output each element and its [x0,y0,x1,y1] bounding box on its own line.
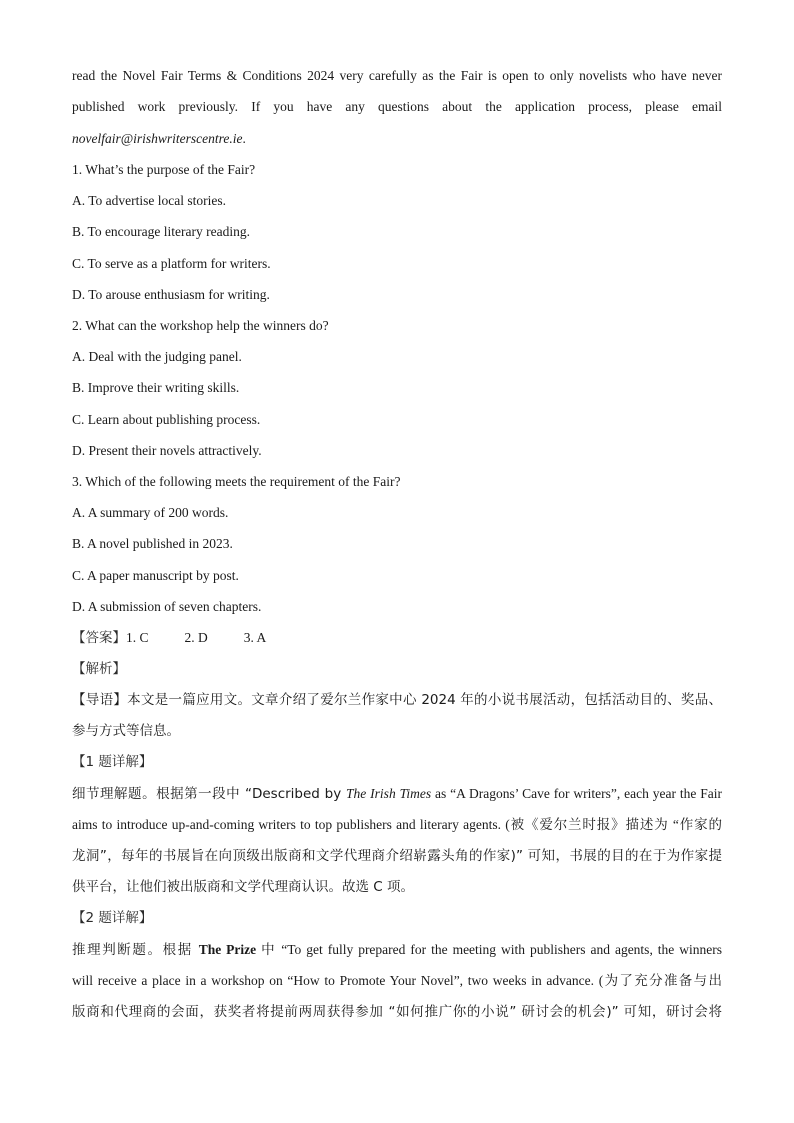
detail-1-line-3: 龙洞”，每年的书展旨在向顶级出版商和文学代理商介绍崭露头角的作家)” 可知，书展的目的在于为作家提 [72,848,722,864]
detail-1-line-2: aims to introduce up-and-coming writers to top publishers and literary agents. (被《爱尔兰时报》描述为 “作家的 [72,817,722,832]
question-1-option-a: A. To advertise local stories. [72,193,227,208]
question-2-option-a: A. Deal with the judging panel. [72,349,242,364]
question-3-stem: 3. Which of the following meets the requirement of the Fair? [72,474,401,489]
newspaper-title: The Irish Times [346,786,432,801]
detail-1-line-4: 供平台，让他们被出版商和文学代理商认识。故选 C 项。 [72,879,415,895]
detail-2-line-1: 推理判断题。根据 The Prize 中 “To get fully prepared for the meeting with publishers and agents, the winners [72,942,722,958]
intro-line-2: published work previously. If you have any questions about the application process, please email [72,99,722,114]
guide-line-1: 【导语】本文是一篇应用文。文章介绍了爱尔兰作家中心 2024 年的小说书展活动，包括活动目的、奖品、 [72,692,722,708]
detail-2-label: 【2 题详解】 [72,910,153,926]
question-3-option-a: A. A summary of 200 words. [72,505,229,520]
guide-line-2: 参与方式等信息。 [72,723,180,739]
answer-item-3: 3. A [243,630,267,645]
question-1-option-d: D. To arouse enthusiasm for writing. [72,287,270,302]
detail-2-line-3: 版商和代理商的会面，获奖者将提前两周获得参加 “如何推广你的小说” 研讨会的机会)” 可知，研讨会将 [72,1004,722,1020]
detail-1-label: 【1 题详解】 [72,754,153,770]
question-3-option-b: B. A novel published in 2023. [72,536,233,551]
section-title-prize: The Prize [198,942,257,957]
contact-email[interactable]: novelfair@irishwriterscentre.ie [72,131,243,146]
question-1-option-b: B. To encourage literary reading. [72,224,250,239]
answer-item-1: 1. C [126,630,149,645]
question-2-option-c: C. Learn about publishing process. [72,412,261,427]
analysis-label: 【解析】 [72,661,126,677]
question-1-option-c: C. To serve as a platform for writers. [72,256,271,271]
detail-2-line-2: will receive a place in a workshop on “How to Promote Your Novel”, two weeks in advance. (为了充分准备与出 [72,973,722,988]
question-2-option-b: B. Improve their writing skills. [72,380,240,395]
answer-line [72,628,302,648]
question-3-option-c: C. A paper manuscript by post. [72,568,239,583]
question-3-option-d: D. A submission of seven chapters. [72,599,262,614]
question-1-stem: 1. What’s the purpose of the Fair? [72,162,256,177]
question-2-stem: 2. What can the workshop help the winners do? [72,318,329,333]
detail-1-line-1: 细节理解题。根据第一段中 “Described by The Irish Times as “A Dragons’ Cave for writers”, each year the Fair [72,786,722,802]
answer-label: 【答案】 [72,630,126,646]
intro-email-line: novelfair@irishwriterscentre.ie. [72,131,246,146]
intro-line-1: read the Novel Fair Terms & Conditions 2024 very carefully as the Fair is open to only novelists who have never [72,68,722,83]
question-2-option-d: D. Present their novels attractively. [72,443,262,458]
answer-item-2: 2. D [184,630,208,645]
